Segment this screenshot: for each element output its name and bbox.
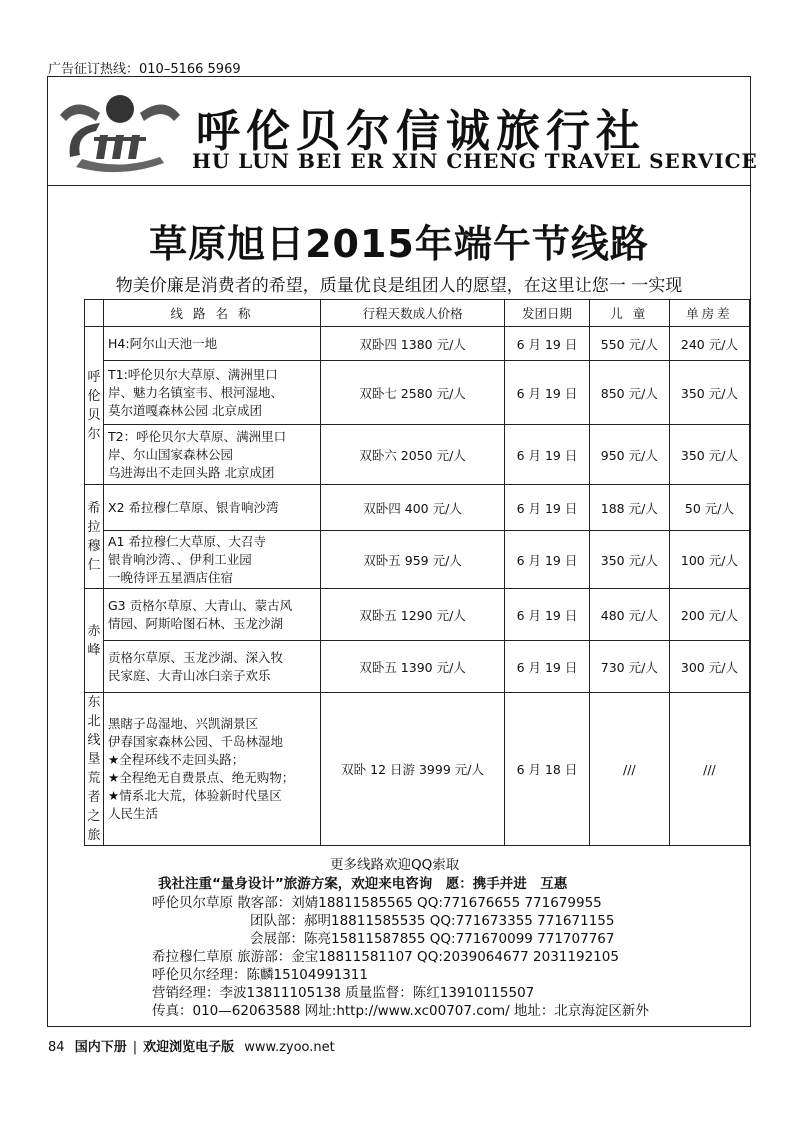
region-label: 东北线垦荒者之旅 — [87, 695, 101, 843]
date-cell: 6 月 19 日 — [505, 641, 590, 693]
date-cell: 6 月 19 日 — [505, 531, 590, 589]
routes-table — [84, 299, 750, 846]
advertisement-frame — [47, 76, 758, 1027]
single-supplement-cell: /// — [669, 693, 749, 846]
single-supplement-cell: 50 元/人 — [669, 485, 749, 531]
price-cell: 双卧六 2050 元/人 — [321, 425, 505, 485]
footer-divider: | — [132, 1040, 138, 1055]
route-cell: 贡格尔草原、玉龙沙湖、深入牧 民家庭、大青山冰臼亲子欢乐 — [104, 641, 321, 693]
page-number: 84 — [48, 1040, 65, 1055]
table-row — [85, 589, 750, 641]
contact-line: 呼伦贝尔草原 散客部：刘婧18811585565 QQ:771676655 771679955 — [152, 895, 602, 911]
more-routes-note: 更多线路欢迎QQ索取 — [330, 857, 460, 873]
agency-chinese-name: 呼伦贝尔信诚旅行社 — [196, 106, 646, 157]
footer-slogan: 欢迎浏览电子版 — [143, 1040, 235, 1055]
header-child: 儿 童 — [589, 300, 669, 327]
single-supplement-cell: 240 元/人 — [669, 327, 749, 361]
single-supplement-cell: 200 元/人 — [669, 589, 749, 641]
child-price-cell: 550 元/人 — [589, 327, 669, 361]
agency-banner — [48, 77, 758, 186]
price-cell: 双卧五 1390 元/人 — [321, 641, 505, 693]
region-label: 赤峰 — [87, 623, 101, 658]
header-single: 单房差 — [669, 300, 749, 327]
region-cell — [85, 693, 104, 846]
table-row — [85, 531, 750, 589]
child-price-cell: /// — [589, 693, 669, 846]
agency-english-name: HU LUN BEI ER XIN CHENG TRAVEL SERVICE — [192, 149, 758, 173]
date-cell: 6 月 19 日 — [505, 425, 590, 485]
date-cell: 6 月 19 日 — [505, 589, 590, 641]
service-statement: 我社注重“量身设计”旅游方案，欢迎来电咨询 愿：携手并进 互惠 — [158, 876, 568, 892]
contact-line: 传真：010—62063588 网址:http://www.xc00707.com/ 地址：北京海淀区新外 — [152, 1003, 649, 1019]
table-header-row — [85, 300, 750, 327]
child-price-cell: 188 元/人 — [589, 485, 669, 531]
agency-logo-icon — [56, 87, 184, 177]
single-supplement-cell: 300 元/人 — [669, 641, 749, 693]
price-cell: 双卧五 1290 元/人 — [321, 589, 505, 641]
table-row — [85, 361, 750, 425]
single-supplement-cell: 350 元/人 — [669, 425, 749, 485]
date-cell: 6 月 19 日 — [505, 485, 590, 531]
date-cell: 6 月 18 日 — [505, 693, 590, 846]
contact-line: 团队部：郝明18811585535 QQ:771673355 771671155 — [250, 913, 615, 929]
route-cell: T2：呼伦贝尔大草原、满洲里口 岸、尔山国家森林公园 乌进海出不走回头路 北京成团 — [104, 425, 321, 485]
price-cell: 双卧四 400 元/人 — [321, 485, 505, 531]
child-price-cell: 480 元/人 — [589, 589, 669, 641]
route-cell: 黑瞎子岛湿地、兴凯湖景区 伊春国家森林公园、千岛林湿地 ★全程环线不走回头路； ★全程绝无自费景点、绝无购物； ★情系北大荒，体验新时代垦区 人民生活 — [104, 693, 321, 846]
table-row — [85, 327, 750, 361]
price-cell: 双卧五 959 元/人 — [321, 531, 505, 589]
route-cell: G3 贡格尔草原、大青山、蒙古风 情园、阿斯哈图石林、玉龙沙湖 — [104, 589, 321, 641]
table-row — [85, 641, 750, 693]
route-cell: A1 希拉穆仁大草原、大召寺 银肯响沙湾、、伊利工业园 一晚待评五星酒店住宿 — [104, 531, 321, 589]
header-date: 发团日期 — [505, 300, 590, 327]
price-cell: 双卧四 1380 元/人 — [321, 327, 505, 361]
region-label: 希拉穆仁 — [87, 500, 101, 573]
price-cell: 双卧 12 日游 3999 元/人 — [321, 693, 505, 846]
header-region — [85, 300, 104, 327]
section-name: 国内下册 — [74, 1040, 127, 1055]
contact-line: 营销经理：李波13811105138 质量监督：陈红13910115507 — [152, 985, 535, 1001]
page-title: 草原旭日2015年端午节线路 — [149, 222, 649, 266]
date-cell: 6 月 19 日 — [505, 327, 590, 361]
single-supplement-cell: 100 元/人 — [669, 531, 749, 589]
route-cell: H4:阿尔山天池一地 — [104, 327, 321, 361]
page-footer — [48, 1036, 335, 1055]
single-supplement-cell: 350 元/人 — [669, 361, 749, 425]
route-cell: T1:呼伦贝尔大草原、满洲里口 岸、魅力名镇室韦、根河湿地、 莫尔道嘎森林公园 北京成团 — [104, 361, 321, 425]
header-price: 行程天数成人价格 — [321, 300, 505, 327]
child-price-cell: 350 元/人 — [589, 531, 669, 589]
region-label: 呼伦贝尔 — [87, 369, 101, 442]
contact-line: 呼伦贝尔经理：陈麟15104991311 — [152, 967, 368, 983]
region-cell — [85, 327, 104, 485]
table-row — [85, 485, 750, 531]
ad-hotline: 广告征订热线：010–5166 5969 — [48, 62, 241, 77]
table-row — [85, 693, 750, 846]
date-cell: 6 月 19 日 — [505, 361, 590, 425]
contact-line: 希拉穆仁草原 旅游部：金宝18811581107 QQ:2039064677 2031192105 — [152, 949, 619, 965]
child-price-cell: 950 元/人 — [589, 425, 669, 485]
table-row — [85, 425, 750, 485]
price-cell: 双卧七 2580 元/人 — [321, 361, 505, 425]
website-link[interactable]: www.zyoo.net — [244, 1040, 335, 1055]
child-price-cell: 850 元/人 — [589, 361, 669, 425]
header-route: 线 路 名 称 — [104, 300, 321, 327]
slogan: 物美价廉是消费者的希望，质量优良是组团人的愿望，在这里让您一 一实现 — [115, 276, 683, 296]
region-cell — [85, 589, 104, 693]
contact-line: 会展部：陈亮15811587855 QQ:771670099 771707767 — [250, 931, 615, 947]
route-cell: X2 希拉穆仁草原、银肯响沙湾 — [104, 485, 321, 531]
region-cell — [85, 485, 104, 589]
child-price-cell: 730 元/人 — [589, 641, 669, 693]
